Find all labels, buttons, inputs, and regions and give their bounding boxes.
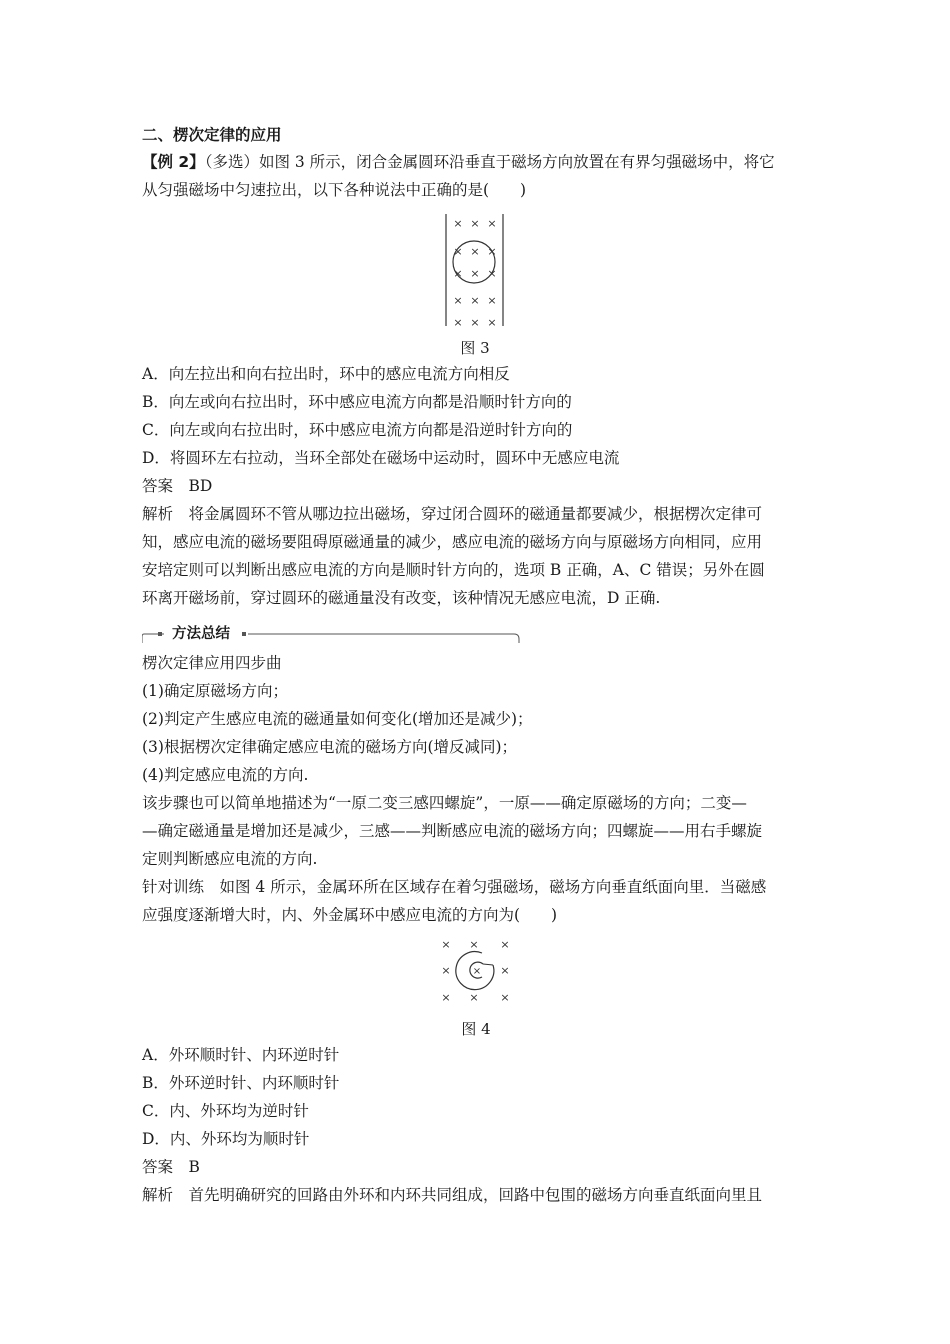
- summary-line-3: (2)判定产生感应电流的磁通量如何变化(增加还是减少)；: [142, 710, 533, 728]
- training-option-a: A．外环顺时针、内环逆时针: [142, 1046, 340, 1064]
- svg-text:×: ×: [500, 938, 510, 951]
- svg-text:×: ×: [470, 245, 480, 258]
- svg-text:×: ×: [470, 217, 480, 230]
- svg-text:×: ×: [441, 991, 451, 1004]
- section-title: 二、楞次定律的应用: [142, 126, 282, 144]
- svg-text:×: ×: [500, 964, 510, 977]
- svg-text:×: ×: [453, 217, 463, 230]
- figure3-diagram: [440, 212, 510, 328]
- svg-text:×: ×: [470, 267, 480, 280]
- svg-text:×: ×: [441, 964, 451, 977]
- svg-text:×: ×: [470, 316, 480, 328]
- example2-text1: （多选）如图 3 所示，闭合金属圆环沿垂直于磁场方向放置在有界匀强磁场中，将它: [204, 153, 775, 171]
- svg-text:×: ×: [487, 245, 497, 258]
- svg-text:×: ×: [441, 938, 451, 951]
- figure4-diagram: [436, 935, 516, 1005]
- example2-option-c: C．向左或向右拉出时，环中感应电流方向都是沿逆时针方向的: [142, 421, 573, 439]
- svg-text:×: ×: [500, 991, 510, 1004]
- summary-line-4: (3)根据楞次定律确定感应电流的磁场方向(增反减同)；: [142, 738, 518, 756]
- example2-option-a: A．向左拉出和向右拉出时，环中的感应电流方向相反: [142, 365, 510, 383]
- example2-analysis-line2: 知，感应电流的磁场要阻碍原磁通量的减少，感应电流的磁场方向与原磁场方向相同，应用: [142, 533, 763, 551]
- training-option-c: C．内、外环均为逆时针: [142, 1102, 309, 1120]
- example2-analysis-line1: 解析 将金属圆环不管从哪边拉出磁场，穿过闭合圆环的磁通量都要减少，根据楞次定律可: [142, 505, 763, 523]
- svg-text:×: ×: [487, 316, 497, 328]
- example2-tag: 【例 2】: [142, 153, 205, 171]
- example2-analysis-line3: 安培定则可以判断出感应电流的方向是顺时针方向的，选项 B 正确，A、C 错误；另外在圆: [142, 561, 765, 579]
- example2-line1: [142, 152, 775, 172]
- ring-connector: [483, 964, 493, 965]
- field-cross-marks: [453, 217, 496, 328]
- example2-option-d: D．将圆环左右拉动，当环全部处在磁场中运动时，圆环中无感应电流: [142, 449, 620, 467]
- svg-text:×: ×: [487, 217, 497, 230]
- svg-text:×: ×: [453, 267, 463, 280]
- training-analysis: 解析 首先明确研究的回路由外环和内环共同组成，回路中包围的磁场方向垂直纸面向里且: [142, 1186, 763, 1204]
- training-option-d: D．内、外环均为顺时针: [142, 1130, 310, 1148]
- field-cross-marks: [441, 938, 509, 1004]
- summary-line-6: 该步骤也可以简单地描述为“一原二变三感四螺旋”，一原——确定原磁场的方向；二变—: [142, 794, 747, 812]
- method-summary-label: 方法总结: [172, 626, 230, 642]
- example2-answer: 答案 BD: [142, 477, 213, 495]
- training-line1: 针对训练 如图 4 所示，金属环所在区域存在着匀强磁场，磁场方向垂直纸面向里．当磁感: [142, 878, 767, 896]
- svg-text:×: ×: [469, 938, 479, 951]
- svg-text:×: ×: [470, 294, 480, 307]
- figure4-caption: 图 4: [461, 1020, 491, 1038]
- svg-text:×: ×: [487, 294, 497, 307]
- summary-line-7: —确定磁通量是增加还是减少，三感——判断感应电流的磁场方向；四螺旋——用右手螺旋: [142, 822, 763, 840]
- svg-text:×: ×: [453, 294, 463, 307]
- svg-text:×: ×: [453, 245, 463, 258]
- example2-option-b: B．向左或向右拉出时，环中感应电流方向都是沿顺时针方向的: [142, 393, 572, 411]
- figure3-caption: 图 3: [460, 339, 490, 357]
- example2-line2: 从匀强磁场中匀速拉出，以下各种说法中正确的是( ): [142, 181, 527, 199]
- svg-text:×: ×: [453, 316, 463, 328]
- svg-text:×: ×: [487, 267, 497, 280]
- training-answer: 答案 B: [142, 1158, 200, 1176]
- svg-text:×: ×: [469, 991, 479, 1004]
- summary-line-5: (4)判定感应电流的方向.: [142, 766, 309, 784]
- summary-line-8: 定则判断感应电流的方向.: [142, 850, 318, 868]
- training-option-b: B．外环逆时针、内环顺时针: [142, 1074, 340, 1092]
- summary-line-2: (1)确定原磁场方向；: [142, 682, 288, 700]
- example2-analysis-line4: 环离开磁场前，穿过圆环的磁通量没有改变，该种情况无感应电流，D 正确.: [142, 589, 661, 607]
- summary-line-1: 楞次定律应用四步曲: [142, 654, 282, 672]
- training-line2: 应强度逐渐增大时，内、外金属环中感应电流的方向为( ): [142, 906, 558, 924]
- svg-text:×: ×: [472, 966, 482, 977]
